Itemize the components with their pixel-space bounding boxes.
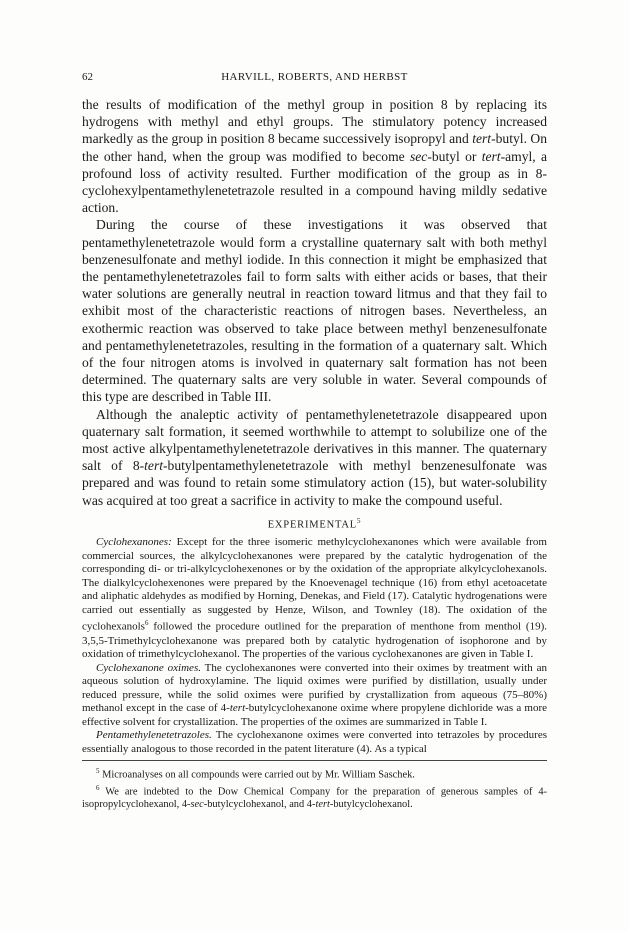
cyclohexanones-paragraph: Cyclohexanones: Except for the three isomeric methylcyclohexanones which were available from commercial sources, the alkylcyclohexanones were prepared by the catalytic hydrogenation of the corresponding di- or tri-alkylcyclohexenones or by the oxidation of the appropriate alkylcyclohexanols. The dialkylcyclohexenones were prepared by the Knoevenagel technique (16) from ethyl acetoacetate and aliphatic aldehydes as modified by Horning, Denekas, and Field (17). Catalytic hydrogenations were carried out essentially as suggested by Henze, Wilson, and Townley (18). The oxidation of the cyclohexanols$^6$ followed the procedure outlined for the preparation of menthone from menthol (19). 3,5,5-Trimethylcyclohexanone was prepared both by catalytic hydrogenation of isophorone and by oxidation of trimethylcyclohexanol. The properties of the various cyclohexanones are given in Table I. <box>82 536 547 661</box>
paragraph-3: Although the analeptic activity of pentamethylenetetrazole disappeared upon quaternary salt formation, it seemed worthwhile to attempt to solubilize one of the most active alkylpentamethylenetetrazole derivatives in this manner. The quaternary salt of 8-tert-butylpentamethylenetetrazole with methyl benzenesulfonate was prepared and was found to retain some stimulatory action (15), but water-solubility was acquired at too great a sacrifice in activity to make the compound useful. <box>82 406 547 508</box>
paragraph-1: the results of modification of the methyl group in position 8 by replacing its hydrogens with methyl and ethyl groups. The stimulatory potency increased markedly as the group in position 8 became successively isopropyl and tert-butyl. On the other hand, when the group was modified to become sec-butyl or tert-amyl, a profound loss of activity resulted. Further modification of the group as in 8-cyclohexylpentamethylenetetrazole resulted in a compound having mildly sedative action. <box>82 97 548 216</box>
running-title: HARVILL, ROBERTS, AND HERBST <box>221 71 408 83</box>
page-number: 62 <box>82 71 93 83</box>
page-body <box>82 96 547 811</box>
tetrazoles-paragraph: Pentamethylenetetrazoles. The cyclohexanone oximes were converted into tetrazoles by procedures essentially analogous to those recorded in the patent literature (4). As a typical <box>82 729 547 755</box>
footnote-6: $^6$ We are indebted to the Dow Chemical Company for the preparation of generous samples of 4-isopropylcyclohexanol, 4-sec-butylcyclohexanol, and 4-tert-butylcyclohexanol. <box>82 783 547 810</box>
page-header <box>82 71 547 87</box>
footnote-5: $^5$ Microanalyses on all compounds were carried out by Mr. William Saschek. <box>96 767 415 781</box>
oximes-paragraph: Cyclohexanone oximes. The cyclohexanones were converted into their oximes by treatment with an aqueous solution of hydroxylamine. The liquid oximes were purified by distillation, usually under reduced pressure, while the solid oximes were purified by crystallization from aqueous (75–80%) methanol except in the case of 4-tert-butylcyclohexanone oxime where propylene dichloride was a more effective solvent for crystallization. The properties of the oximes are summarized in Table I. <box>82 661 548 728</box>
footnote-rule <box>82 760 547 761</box>
experimental-heading: EXPERIMENTAL$^5$ <box>267 516 362 531</box>
paragraph-2: During the course of these investigations it was observed that pentamethylenetetrazole would form a crystalline quaternary salt with both methyl benzenesulfonate and methyl iodide. In this connection it might be emphasized that the pentamethylenetetrazoles fail to form salts with either acids or bases, that their water solutions are generally neutral in reaction toward litmus and that they fail to exhibit most of the characteristic reactions of nitrogen bases. Nevertheless, an exothermic reaction was observed to take place between methyl benzenesulfonate and pentamethylenetetrazoles, resulting in the formation of a quaternary salt. Which of the four nitrogen atoms is involved in quaternary salt formation has not been determined. The quaternary salts are very soluble in water. Several compounds of this type are described in Table III. <box>82 217 547 405</box>
